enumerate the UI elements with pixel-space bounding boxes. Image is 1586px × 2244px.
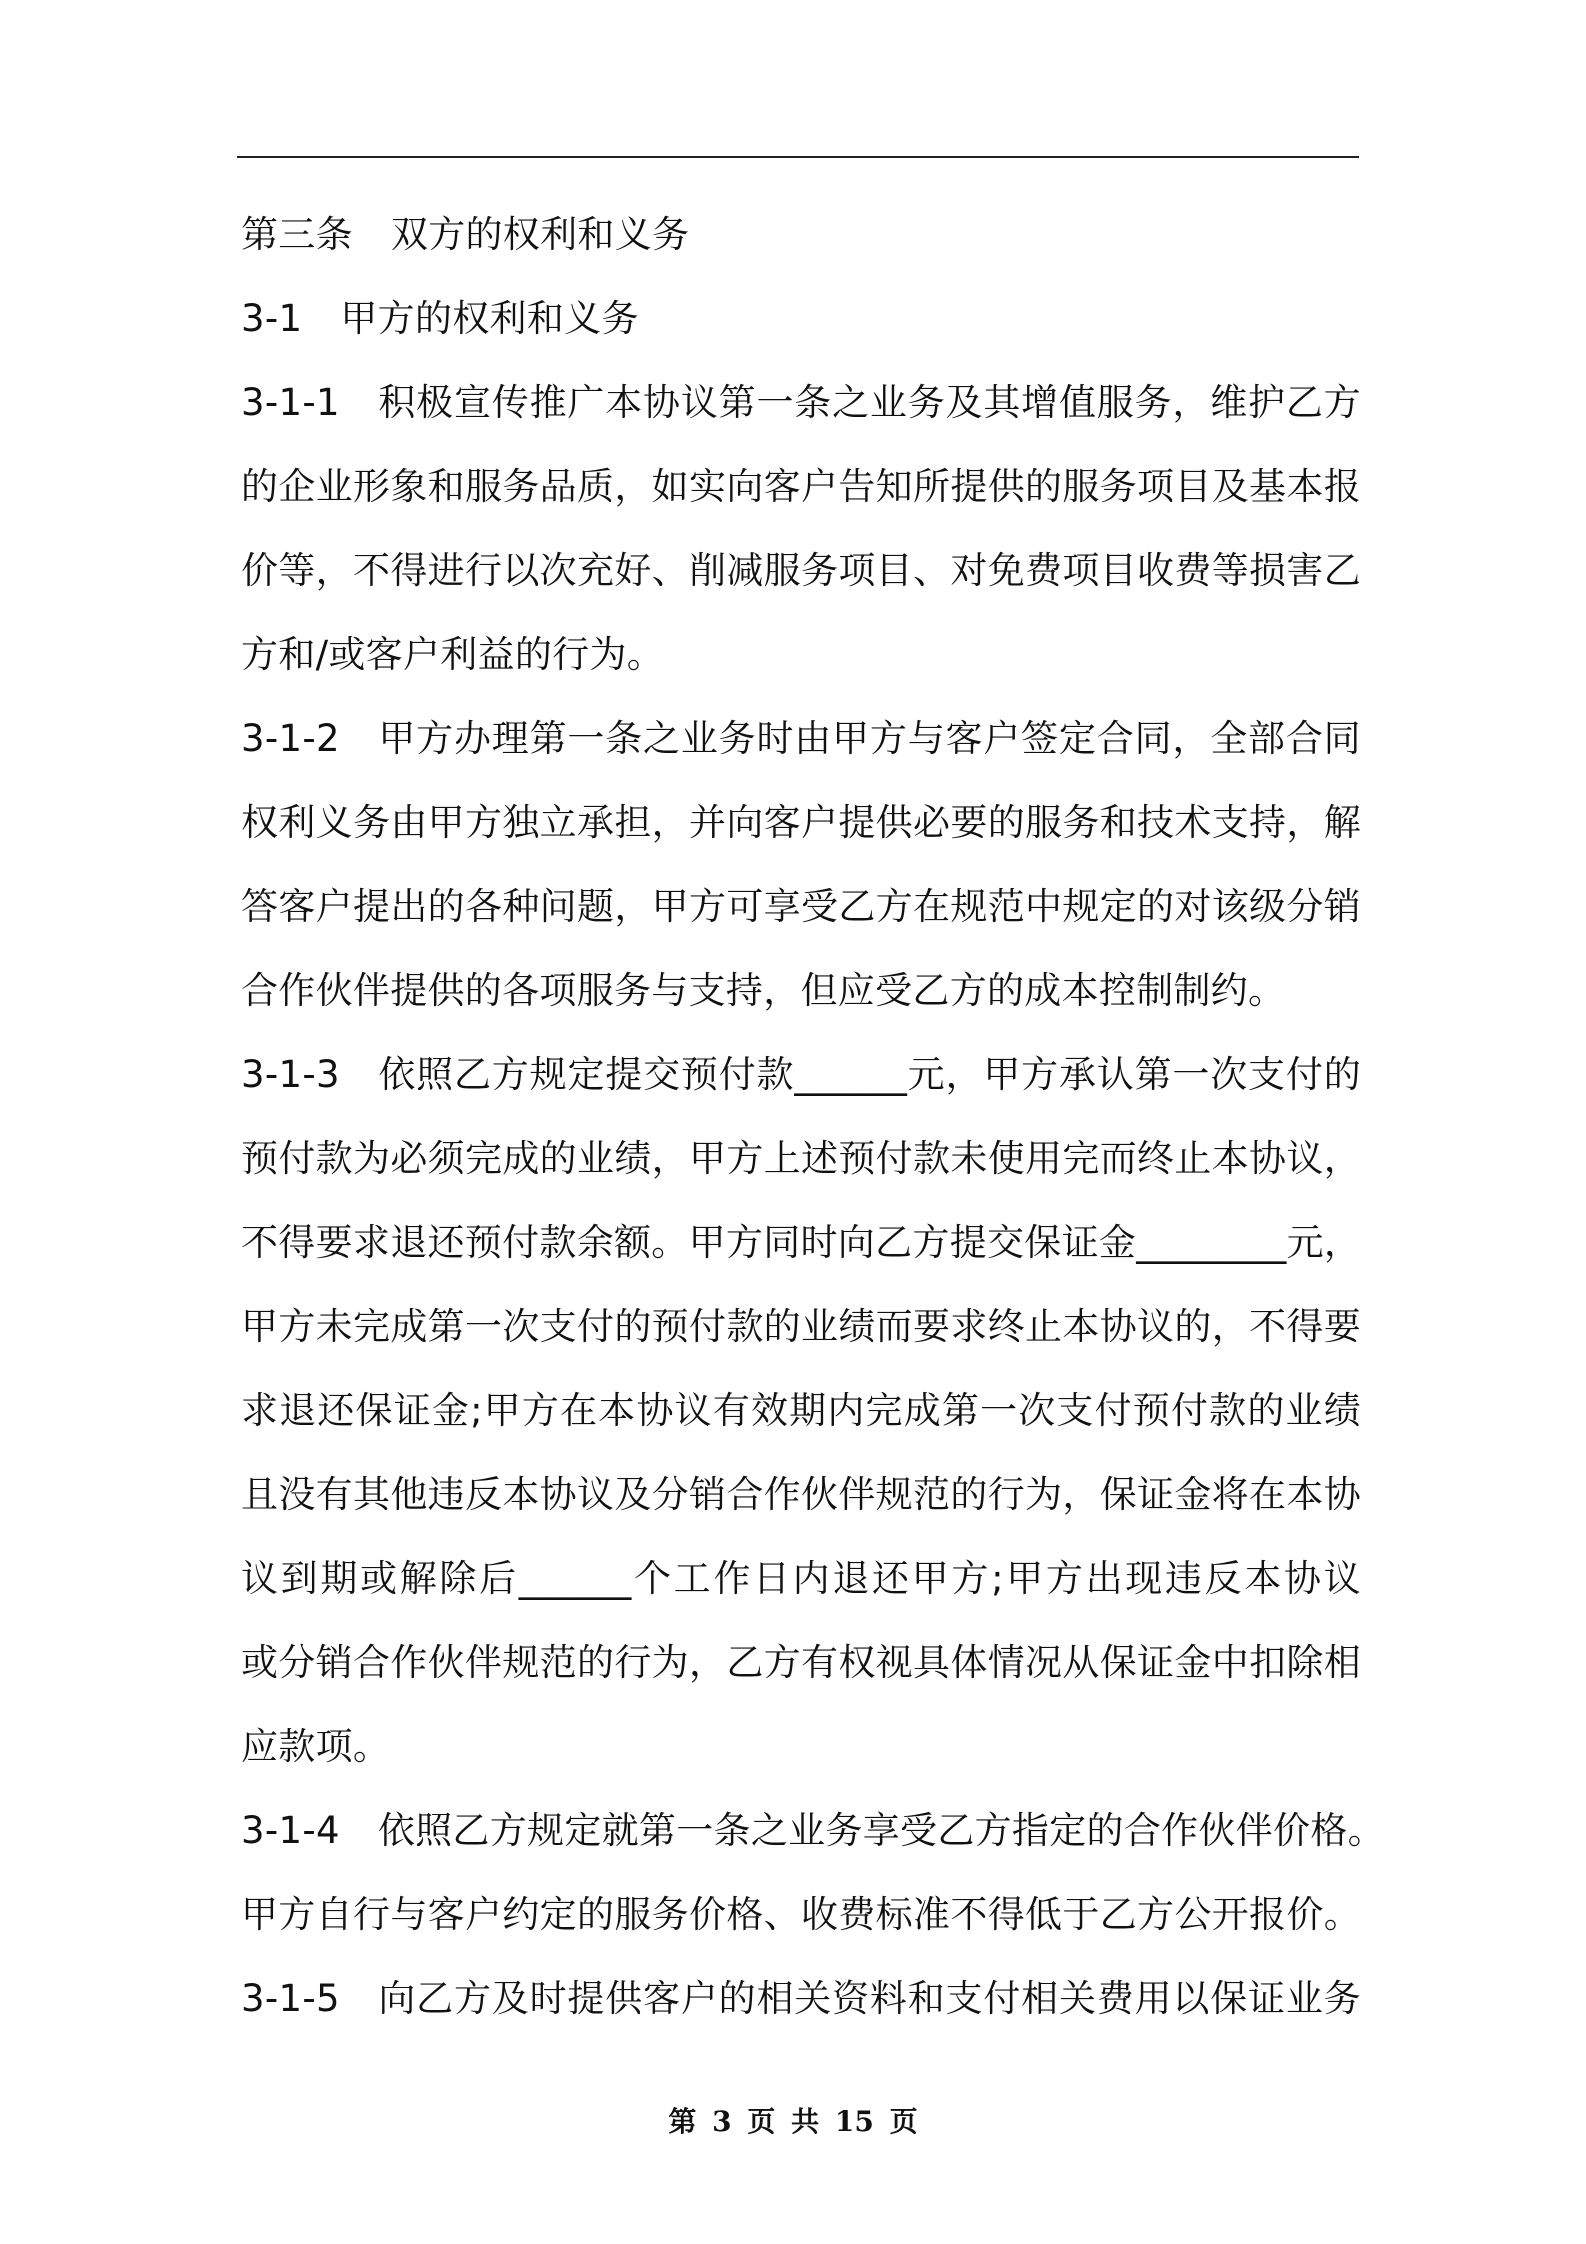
text-line	[241, 1117, 1361, 1201]
text-line	[241, 1453, 1361, 1537]
clause-text: 求退还保证金;甲方在本协议有效期内完成第一次支付预付款的业绩	[241, 1389, 1361, 1432]
text-line	[241, 949, 1371, 1033]
clause-text: 权利义务由甲方独立承担，并向客户提供必要的服务和技术支持，解	[241, 801, 1361, 844]
clause-text: 向乙方及时提供客户的相关资料和支付相关费用以保证业务	[377, 1977, 1361, 2020]
clause-text: 依照乙方规定就第一条之业务享受乙方指定的合作伙伴价格。	[377, 1809, 1385, 1852]
header-rule	[237, 156, 1359, 158]
text-line	[241, 1537, 1361, 1621]
text-line	[241, 1621, 1361, 1705]
text-line	[241, 1789, 1385, 1873]
text-line	[241, 445, 1361, 529]
text-line	[241, 1705, 1371, 1789]
text-line	[241, 781, 1361, 865]
clause-text: 积极宣传推广本协议第一条之业务及其增值服务，维护乙方	[377, 381, 1361, 424]
text-line	[241, 1201, 1361, 1285]
clause-text: 应款项。	[241, 1725, 391, 1768]
clause-number: 3-1-3	[241, 1053, 340, 1096]
clause-text: 甲方办理第一条之业务时由甲方与客户签定合同，全部合同	[377, 717, 1361, 760]
clause-number: 3-1	[241, 297, 303, 340]
page-number: 第 3 页 共 15 页	[668, 2105, 918, 2138]
clause-text: 双方的权利和义务	[390, 213, 690, 256]
clause-text: 价等，不得进行以次充好、削减服务项目、对免费项目收费等损害乙	[241, 549, 1361, 592]
clause-text: 方和/或客户利益的行为。	[241, 633, 665, 676]
clause-text: 预付款为必须完成的业绩，甲方上述预付款未使用完而终止本协议，	[241, 1137, 1361, 1180]
clause-text: 或分销合作伙伴规范的行为，乙方有权视具体情况从保证金中扣除相	[241, 1641, 1361, 1684]
clause-text: 答客户提出的各种问题，甲方可享受乙方在规范中规定的对该级分销	[241, 885, 1361, 928]
text-line	[241, 1033, 1361, 1117]
text-line	[241, 277, 1371, 361]
clause-text: 合作伙伴提供的各项服务与支持，但应受乙方的成本控制制约。	[241, 969, 1286, 1012]
text-line	[241, 361, 1361, 445]
text-line	[241, 697, 1361, 781]
text-line	[241, 613, 1371, 697]
text-line	[241, 1285, 1361, 1369]
text-line	[241, 529, 1361, 613]
text-line	[241, 1369, 1361, 1453]
clause-number: 3-1-5	[241, 1977, 340, 2020]
clause-text: 议到期或解除后______个工作日内退还甲方;甲方出现违反本协议	[241, 1557, 1361, 1600]
clause-number: 3-1-1	[241, 381, 340, 424]
text-line	[241, 1957, 1361, 2041]
clause-text: 甲方未完成第一次支付的预付款的业绩而要求终止本协议的，不得要	[241, 1305, 1361, 1348]
clause-number: 第三条	[241, 213, 353, 256]
clause-text: 依照乙方规定提交预付款______元，甲方承认第一次支付的	[377, 1053, 1361, 1096]
clause-text: 甲方自行与客户约定的服务价格、收费标准不得低于乙方公开报价。	[241, 1893, 1361, 1936]
text-line	[241, 865, 1361, 949]
text-line	[241, 193, 1371, 277]
clause-number: 3-1-2	[241, 717, 340, 760]
clause-number: 3-1-4	[241, 1809, 340, 1852]
clause-text: 甲方的权利和义务	[340, 297, 639, 340]
clause-text: 的企业形象和服务品质，如实向客户告知所提供的服务项目及基本报	[241, 465, 1361, 508]
document-body	[241, 193, 1385, 2041]
clause-text: 且没有其他违反本协议及分销合作伙伴规范的行为，保证金将在本协	[241, 1473, 1361, 1516]
text-line	[241, 1873, 1361, 1957]
clause-text: 不得要求退还预付款余额。甲方同时向乙方提交保证金________元，	[241, 1221, 1362, 1264]
